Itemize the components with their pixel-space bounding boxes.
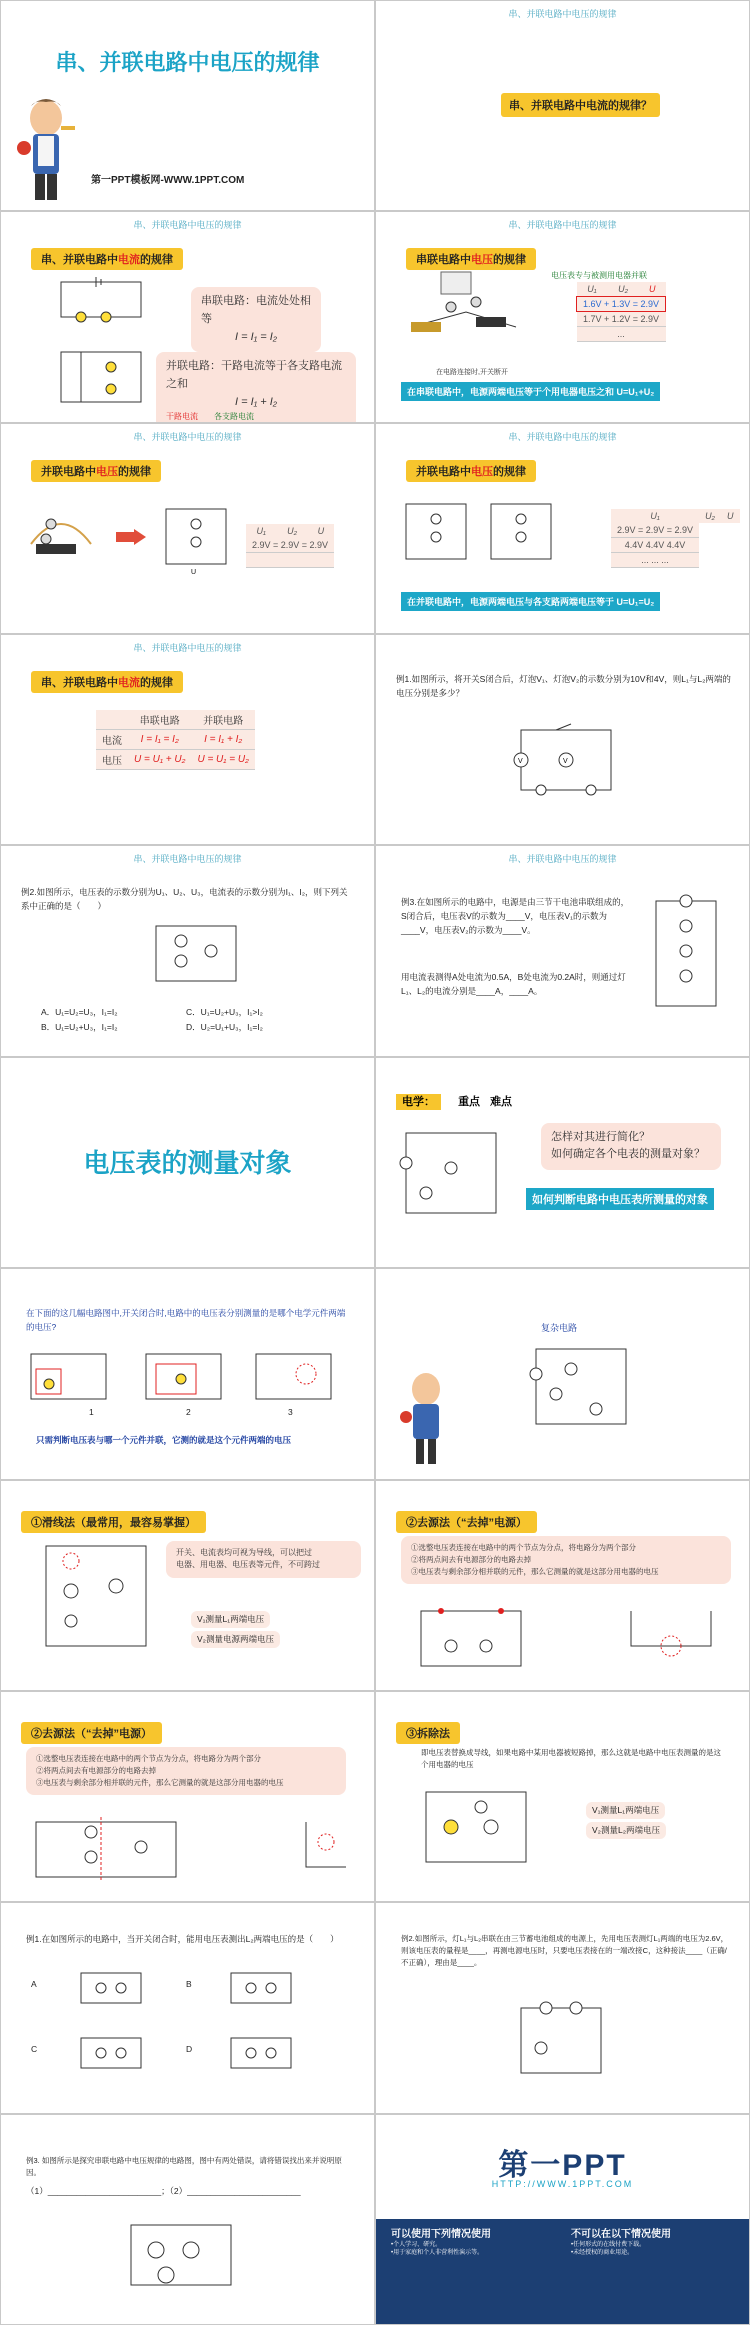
question-text: 例3.在如图所示的电路中，电源是由三节干电池串联组成的，S闭合后，电压表V的示数为____V，电压表V₁的示数为____V，电压表V₂的示数为____V。 xyxy=(401,897,630,935)
series-circuit-diagram xyxy=(61,277,151,322)
voltage-table: U₁ U₂ U 1.6V + 1.3V = 2.9V 1.7V + 1.2V = 2.9V ... xyxy=(576,282,666,342)
slide-header: 串、并联电路中电压的规律 xyxy=(508,431,617,442)
slide-title: 串、并联电路中电压的规律 xyxy=(55,50,320,75)
method-tag: ③拆除法 xyxy=(396,1722,460,1744)
option-a-diagram xyxy=(76,1968,146,2008)
option-a: A xyxy=(31,1979,37,1990)
slide-4[interactable] xyxy=(375,211,750,422)
topic-tag: 串、并联电路中电流的规律 xyxy=(31,248,183,270)
slide-16[interactable] xyxy=(375,1480,750,1691)
series-rule-box: 串联电路：电流处处相等 I = I₁ = I₂ xyxy=(191,287,321,352)
summary-table: 串联电路 并联电路 电流 I = I₁ = I₂ I = I₁ + I₂ 电压 U = U₁ + U₂ U = U₁ = U₂ xyxy=(96,710,255,770)
figure-number-2: 2 xyxy=(186,1407,191,1418)
voltage-table: U₁ U₂ U 2.9V = 2.9V = 2.9V 4.4V 4.4V 4.4V ... ... ... xyxy=(611,509,740,568)
slide-18[interactable] xyxy=(375,1691,750,1902)
slide-header: 串、并联电路中电压的规律 xyxy=(508,9,617,19)
slide-header: 串、并联电路中电压的规律 xyxy=(133,643,242,654)
steps-box: ①选整电压表连接在电路中的两个节点为分点，将电路分为两个部分 ②将两点间去有电源部分的电路去掉 ③电压表与剩余部分相并联的元件，那么它测量的就是这部分用电器的电压 xyxy=(26,1747,346,1795)
slide-header: 串、并联电路中电压的规律 xyxy=(133,431,242,442)
option-d: D xyxy=(186,2044,193,2055)
parallel-circuit-diagram xyxy=(61,347,151,407)
slide-header: 串、并联电路中电压的规律 xyxy=(133,854,242,865)
slide-3[interactable] xyxy=(0,211,375,422)
slide-14[interactable] xyxy=(375,1268,750,1479)
topic-tag: 串联电路中电压的规律 xyxy=(406,248,536,270)
slide-2[interactable] xyxy=(375,0,750,211)
question-text: 例2.如图所示，灯L₁与L₂串联在由三节蓄电池组成的电源上，先用电压表测灯L₁两端的电压为2.6V，则该电压表的量程是____，再测电源电压时，只要电压表接在的一端改接C，这种接法____（正确/不正确），理由是____。 xyxy=(401,1934,729,1968)
circuit-diagram xyxy=(421,1787,531,1867)
simplified-diagram xyxy=(301,1817,351,1877)
caption: 在电路连接时,开关断开 xyxy=(436,369,508,377)
circuit-diagram-1 xyxy=(21,1344,111,1404)
method-description: 即电压表替换成导线，如果电路中某用电器被短路掉，那么这就是电路中电压表测量的是这个用电器的电压 xyxy=(421,1747,721,1769)
teacher-illustration xyxy=(11,96,81,206)
topic-tags: 电学： 重点 难点 xyxy=(396,1093,512,1109)
experiment-illustration xyxy=(26,504,96,564)
arrow-icon xyxy=(116,529,146,545)
slide-12[interactable] xyxy=(375,1057,750,1268)
voltage-table: U₁ U₂ U 2.9V = 2.9V = 2.9V xyxy=(246,524,334,568)
figure-number-3: 3 xyxy=(288,1407,293,1418)
forbidden-title: 不可以在以下情况使用 xyxy=(571,2228,671,2240)
figure-number-1: 1 xyxy=(89,1407,94,1418)
method-tag: ②去源法（“去掉”电源） xyxy=(396,1511,537,1533)
allowed-text: •个人学习、研究。 •用于家庭和个人非营利性演示等。 xyxy=(391,2241,484,2257)
circuit-diagram-3 xyxy=(246,1344,336,1404)
question-text: 例1.如图所示，将开关S闭合后，灯泡V₁、灯泡V₂的示数分别为10V和4V，则L₁与L₂两端的电压分别是多少？ xyxy=(396,674,731,698)
question-text: 例3. 如图所示是探究串联电路中电压规律的电路图，图中有两处错误，请将错误找出来并说明原因。 xyxy=(26,2155,342,2177)
circuit-diagram xyxy=(646,891,726,1021)
question-tag: 串、并联电路中电流的规律？ xyxy=(501,93,660,117)
svg-text:U: U xyxy=(191,568,197,576)
question-box: 怎样对其进行简化？ 如何确定各个电表的测量对象？ xyxy=(541,1123,721,1170)
circuit-diagram xyxy=(396,1123,506,1223)
parallel-circuit-diagram-2 xyxy=(486,499,556,569)
slide-21[interactable] xyxy=(0,2114,375,2325)
option-c: C xyxy=(31,2044,38,2055)
slide-1[interactable] xyxy=(0,0,375,211)
conclusion-bar: 如何判断电路中电压表所测量的对象 xyxy=(526,1188,714,1210)
option-b-diagram xyxy=(226,1968,296,2008)
result-2: V₂测量电源两端电压 xyxy=(191,1631,280,1649)
steps-box: ①选整电压表连接在电路中的两个节点为分点，将电路分为两个部分 ②将两点间去有电源部分的电路去掉 ③电压表与剩余部分相并联的元件，那么它测量的就是这部分用电器的电压 xyxy=(401,1536,731,1584)
logo: 第一PPT xyxy=(498,2148,627,2182)
slide-11[interactable] xyxy=(0,1057,375,1268)
slide-15[interactable] xyxy=(0,1480,375,1691)
slide-6[interactable] xyxy=(375,423,750,634)
svg-text:V: V xyxy=(518,758,523,766)
experiment-illustration xyxy=(406,272,526,342)
circuit-diagram xyxy=(31,1817,181,1887)
answer-blanks: （1）________________________；（2）________________________ xyxy=(26,2185,301,2196)
slide-header: 串、并联电路中电压的规律 xyxy=(508,220,617,231)
question-text: 在下面的这几幅电路图中,开关闭合时,电路中的电压表分别测量的是哪个电学元件两端的电压? xyxy=(26,1308,346,1332)
slide-22[interactable] xyxy=(375,2114,750,2325)
site-url: HTTP://WWW.1PPT.COM xyxy=(491,2178,634,2189)
parallel-circuit-diagram-1 xyxy=(401,499,471,569)
slide-17[interactable] xyxy=(0,1691,375,1902)
option-d: D．U₂=U₁+U₃，I₁=I₂ xyxy=(186,1022,263,1033)
topic-tag: 并联电路中电压的规律 xyxy=(406,460,536,482)
rule-box: 开关、电流表均可视为导线，可以把过 电器、用电器、电压表等元件，不可跨过 xyxy=(166,1541,361,1579)
result-1: V₁测量L₁两端电压 xyxy=(586,1802,665,1820)
slide-10[interactable] xyxy=(375,845,750,1056)
simplified-diagram xyxy=(626,1606,716,1676)
conclusion-bar: 在并联电路中，电源两端电压与各支路两端电压等于 U=U₁=U₂ xyxy=(401,592,660,611)
tip-text: 电压表专与被测用电器并联 xyxy=(551,271,647,281)
slide-header: 串、并联电路中电压的规律 xyxy=(133,220,242,231)
question-text-2: 用电流表测得A处电流为0.5A，B处电流为0.2A时，则通过灯L₁、L₂的电流分别是____A，____A。 xyxy=(401,972,626,997)
complex-circuit-diagram xyxy=(526,1339,636,1429)
option-a: A．U₁=U₂=U₃，I₁=I₂ xyxy=(41,1007,118,1018)
slide-header: 串、并联电路中电压的规律 xyxy=(508,854,617,865)
teacher-illustration xyxy=(396,1369,456,1469)
circuit-diagram xyxy=(126,2215,236,2295)
slide-8[interactable] xyxy=(375,634,750,845)
slide-7[interactable] xyxy=(0,634,375,845)
parallel-circuit-diagram xyxy=(161,504,231,574)
circuit-diagram xyxy=(41,1541,151,1651)
forbidden-text: •任何形式的在线付费下载。 •未经授权的商业用途。 xyxy=(571,2241,646,2257)
section-title: 电压表的测量对象 xyxy=(83,1147,292,1178)
slide-9[interactable] xyxy=(0,845,375,1056)
slide-5[interactable] xyxy=(0,423,375,634)
method-tag: ②去源法（“去掉”电源） xyxy=(21,1722,162,1744)
question-text: 例2.如图所示，电压表的示数分别为U₁、U₂、U₃，电流表的示数分别为I₁、I₂，则下列关系中正确的是（ ） xyxy=(21,887,348,912)
option-b: B．U₁=U₂+U₃，I₁=I₂ xyxy=(41,1022,118,1033)
circuit-diagram xyxy=(416,1606,526,1676)
circuit-diagram xyxy=(511,1998,611,2083)
slide-20[interactable] xyxy=(375,1902,750,2113)
license-footer xyxy=(376,2219,749,2324)
circuit-diagram-2 xyxy=(136,1344,226,1404)
option-c-diagram xyxy=(76,2033,146,2073)
svg-text:V: V xyxy=(563,758,568,766)
circuit-diagram xyxy=(151,921,241,991)
slide-13[interactable] xyxy=(0,1268,375,1479)
conclusion-bar: 在串联电路中，电源两端电压等于个用电器电压之和 U=U₁+U₂ xyxy=(401,382,660,401)
diagram-label: 复杂电路 xyxy=(541,1323,578,1334)
brand-text: 第一PPT模板网-WWW.1PPT.COM xyxy=(91,175,245,186)
circuit-diagram xyxy=(511,720,621,800)
result-1: V₁测量L₁两端电压 xyxy=(191,1611,270,1629)
slide-19[interactable] xyxy=(0,1902,375,2113)
result-2: V₂测量L₂两端电压 xyxy=(586,1822,666,1840)
option-b: B xyxy=(186,1979,192,1990)
option-c: C．U₁=U₂+U₃，I₁>I₂ xyxy=(186,1007,263,1018)
option-d-diagram xyxy=(226,2033,296,2073)
parallel-rule-box: 并联电路：干路电流等于各支路电流之和 I = I₁ + I₂ 干路电流 各支路电流 xyxy=(156,352,356,422)
topic-tag: 串、并联电路中电流的规律 xyxy=(31,671,183,693)
conclusion-text: 只需判断电压表与哪一个元件并联，它测的就是这个元件两端的电压 xyxy=(36,1435,292,1446)
topic-tag: 并联电路中电压的规律 xyxy=(31,460,161,482)
method-tag: ①滑线法（最常用，最容易掌握） xyxy=(21,1511,206,1533)
allowed-title: 可以使用下列情况使用 xyxy=(391,2228,491,2240)
question-text: 例1.在如图所示的电路中，当开关闭合时，能用电压表测出L₂两端电压的是（ ） xyxy=(26,1934,339,1945)
